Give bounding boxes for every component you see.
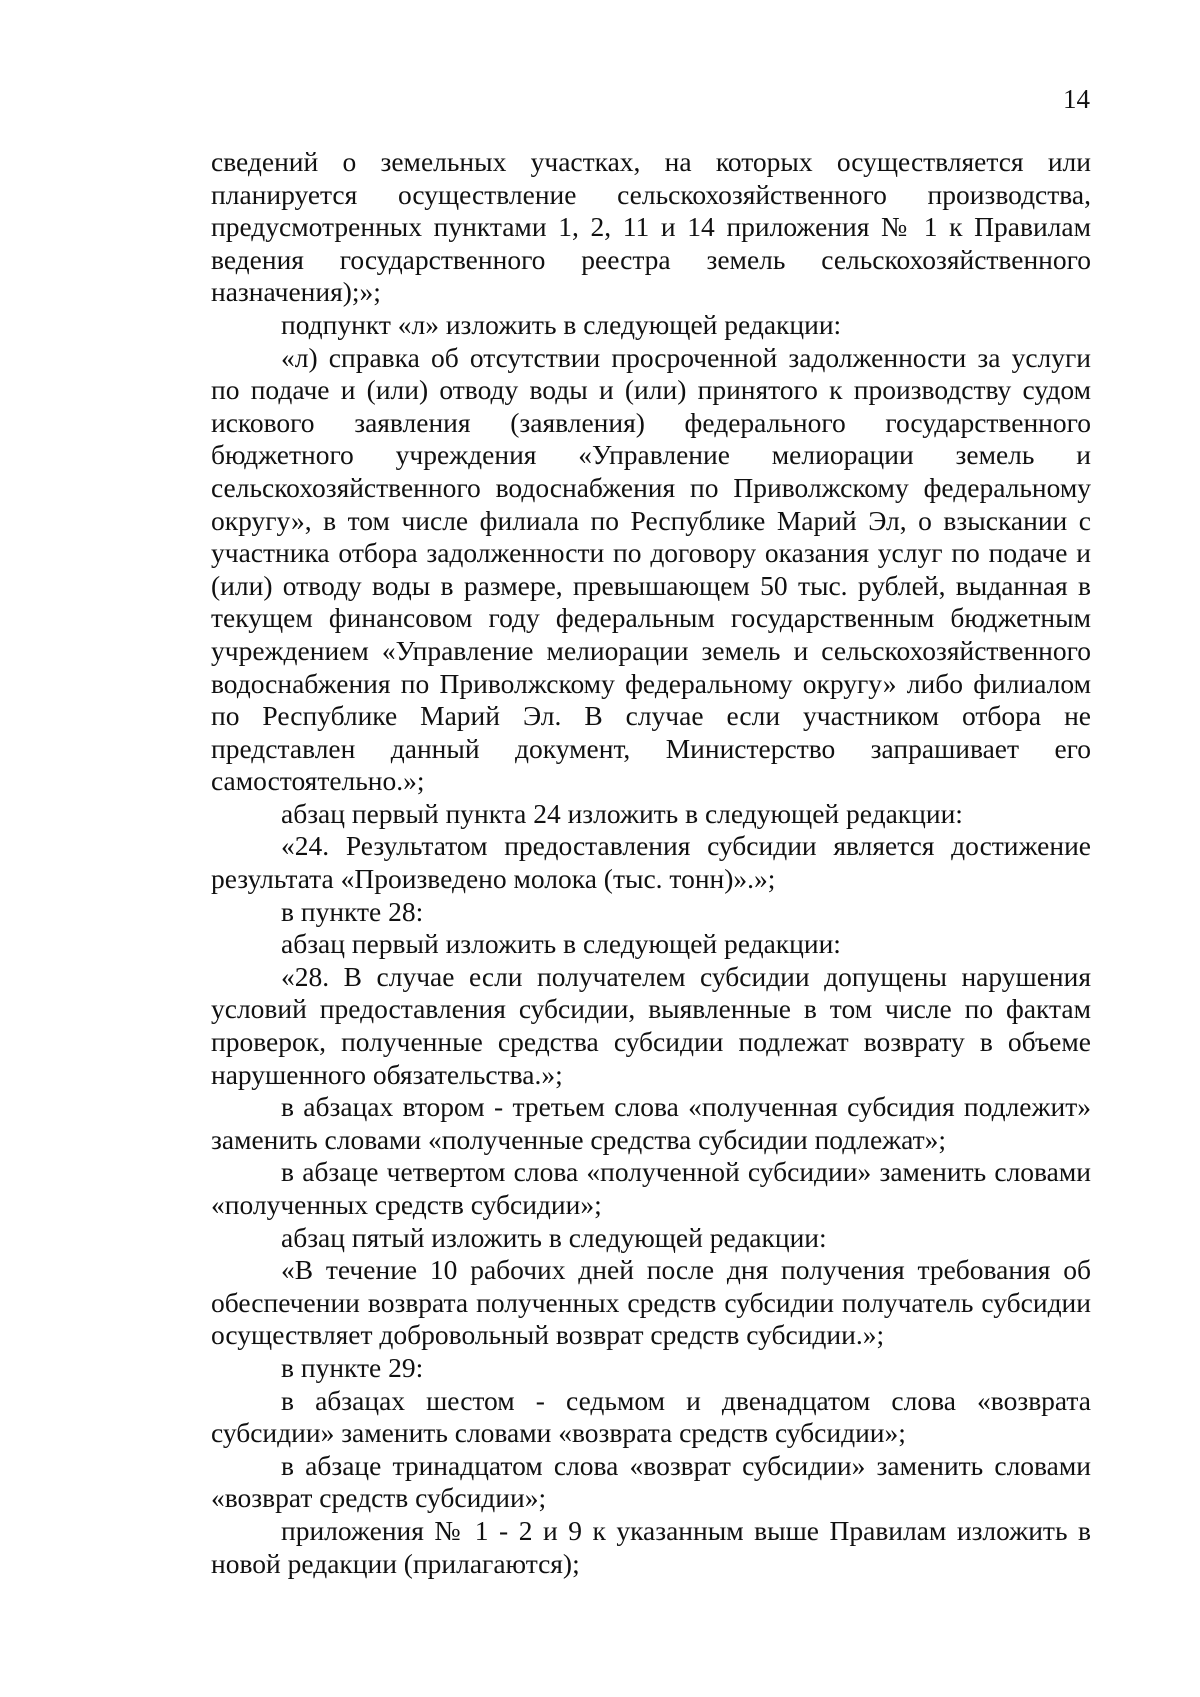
paragraph: в абзаце четвертом слова «полученной субсидии» заменить словами «полученных средств субсидии»; [211, 1156, 1091, 1220]
page-number: 14 [1063, 84, 1090, 114]
paragraph: в абзацах шестом - седьмом и двенадцатом слова «возврата субсидии» заменить словами «возврата средств субсидии»; [211, 1384, 1091, 1449]
paragraph: подпункт «л» изложить в следующей редакции: [281, 308, 842, 340]
paragraph: «л) справка об отсутствии просроченной задолженности за услуги по подаче и (или) отводу воды и (или) принятого к производству судом искового заявления (заявления) федерального государственного бюджетного учреждения «Управление мелиорации земель и сельскохозяйственного водоснабжения по Приволжскому федеральному округу», в том числе филиала по Республике Марий Эл, о взыскании с участника отбора задолженности по договору оказания услуг по подаче и (или) отводу воды в размере, превышающем 50 тыс. рублей, выданная в текущем финансовом году федеральным государственным бюджетным учреждением «Управление мелиорации земель и сельскохозяйственного водоснабжения по Приволжскому федеральному округу» либо филиалом по Республике Марий Эл. В случае если участником отбора не представлен данный документ, Министерство запрашивает его самостоятельно.»; [211, 341, 1091, 797]
paragraph: в пункте 28: [281, 895, 424, 927]
paragraph: сведений о земельных участках, на которых осуществляется или планируется осуществление сельскохозяйственного производства, предусмотренных пунктами 1, 2, 11 и 14 приложения № 1 к Правилам ведения государственного реестра земель сельскохозяйственного назначения);»; [211, 146, 1091, 308]
document-body [211, 146, 1091, 1580]
paragraph: приложения № 1 - 2 и 9 к указанным выше Правилам изложить в новой редакции (прилагаются); [211, 1514, 1091, 1579]
paragraph: абзац первый изложить в следующей редакции: [281, 928, 841, 960]
paragraph: «24. Результатом предоставления субсидии является достижение результата «Произведено молока (тыс. тонн)».»; [211, 830, 1091, 895]
paragraph: абзац пятый изложить в следующей редакции: [281, 1221, 827, 1253]
paragraph: в абзацах втором - третьем слова «полученная субсидия подлежит» заменить словами «полученные средства субсидии подлежат»; [211, 1091, 1091, 1155]
paragraph: в абзаце тринадцатом слова «возврат субсидии» заменить словами «возврат средств субсидии»; [211, 1449, 1091, 1514]
paragraph: абзац первый пункта 24 изложить в следующей редакции: [281, 797, 963, 829]
paragraph: в пункте 29: [281, 1351, 424, 1383]
paragraph: «В течение 10 рабочих дней после дня получения требования об обеспечении возврата полученных средств субсидии получатель субсидии осуществляет добровольный возврат средств субсидии.»; [211, 1254, 1091, 1351]
paragraph: «28. В случае если получателем субсидии допущены нарушения условий предоставления субсидии, выявленные в том числе по фактам проверок, полученные средства субсидии подлежат возврату в объеме нарушенного обязательства.»; [211, 960, 1091, 1090]
